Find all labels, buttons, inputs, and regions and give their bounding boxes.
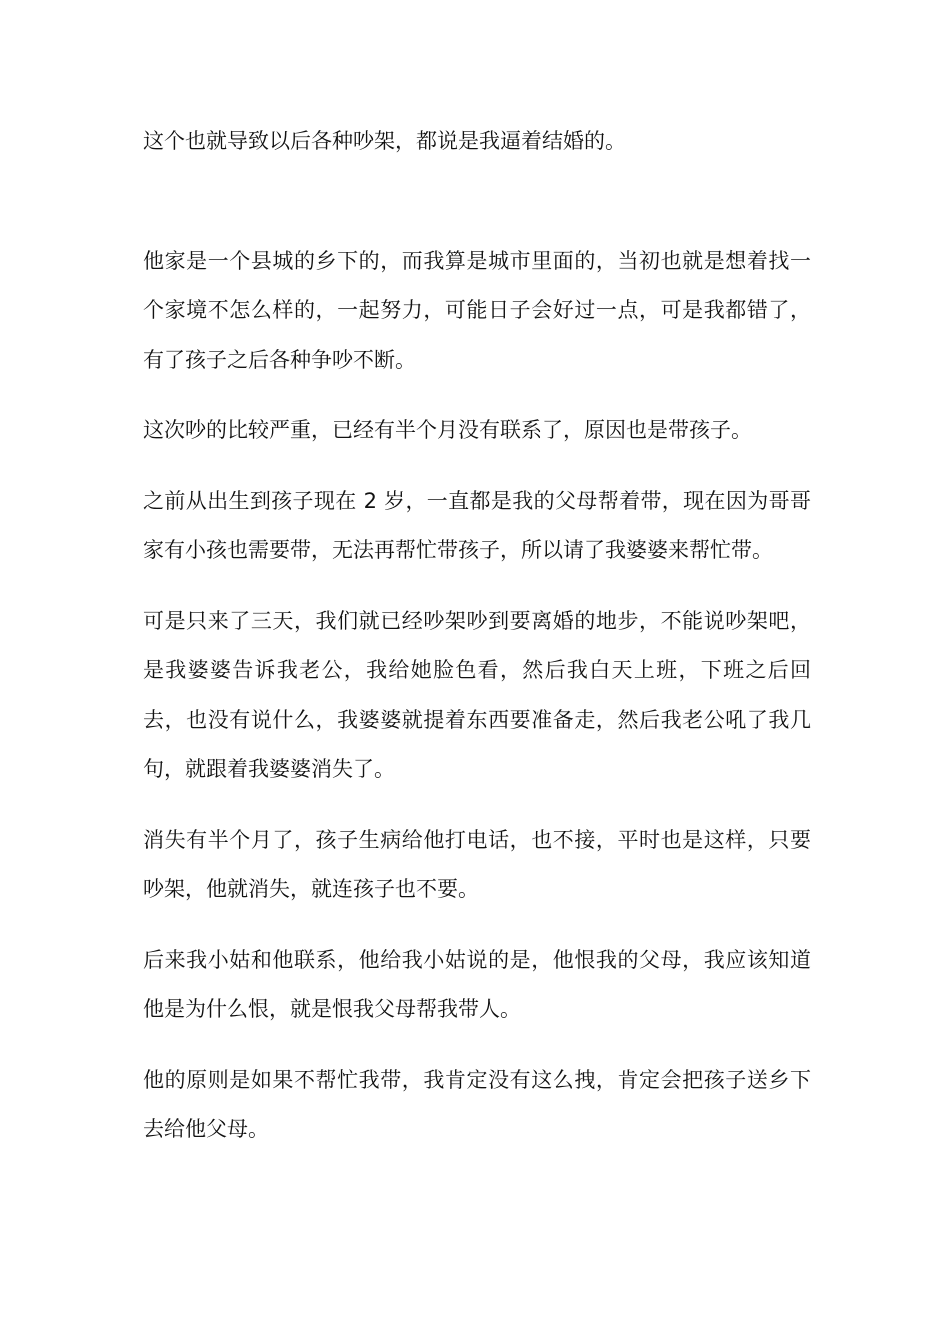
document-body [143, 117, 811, 1176]
paragraph-3: 这次吵的比较严重，已经有半个月没有联系了，原因也是带孩子。 [143, 418, 752, 442]
paragraph-7: 后来我小姑和他联系，他给我小姑说的是，他恨我的父母，我应该知道他是为什么恨，就是恨我父母帮我带人。 [143, 947, 811, 1021]
paragraph-5: 可是只来了三天，我们就已经吵架吵到要离婚的地步，不能说吵架吧，是我婆婆告诉我老公，我给她脸色看，然后我白天上班，下班之后回去，也没有说什么，我婆婆就提着东西要准备走，然后我老公吼了我几句，就跟着我婆婆消失了。 [143, 608, 811, 781]
paragraph-2: 他家是一个县城的乡下的，而我算是城市里面的，当初也就是想着找一个家境不怎么样的，一起努力，可能日子会好过一点，可是我都错了，有了孩子之后各种争吵不断。 [143, 248, 811, 372]
paragraph-1: 这个也就导致以后各种吵架，都说是我逼着结婚的。 [143, 129, 626, 153]
paragraph-4: 之前从出生到孩子现在 2 岁，一直都是我的父母帮着带，现在因为哥哥家有小孩也需要带，无法再帮忙带孩子，所以请了我婆婆来帮忙带。 [143, 488, 811, 562]
paragraph-6: 消失有半个月了，孩子生病给他打电话，也不接，平时也是这样，只要吵架，他就消失，就连孩子也不要。 [143, 827, 811, 901]
paragraph-8: 他的原则是如果不帮忙我带，我肯定没有这么拽，肯定会把孩子送乡下去给他父母。 [143, 1067, 811, 1141]
